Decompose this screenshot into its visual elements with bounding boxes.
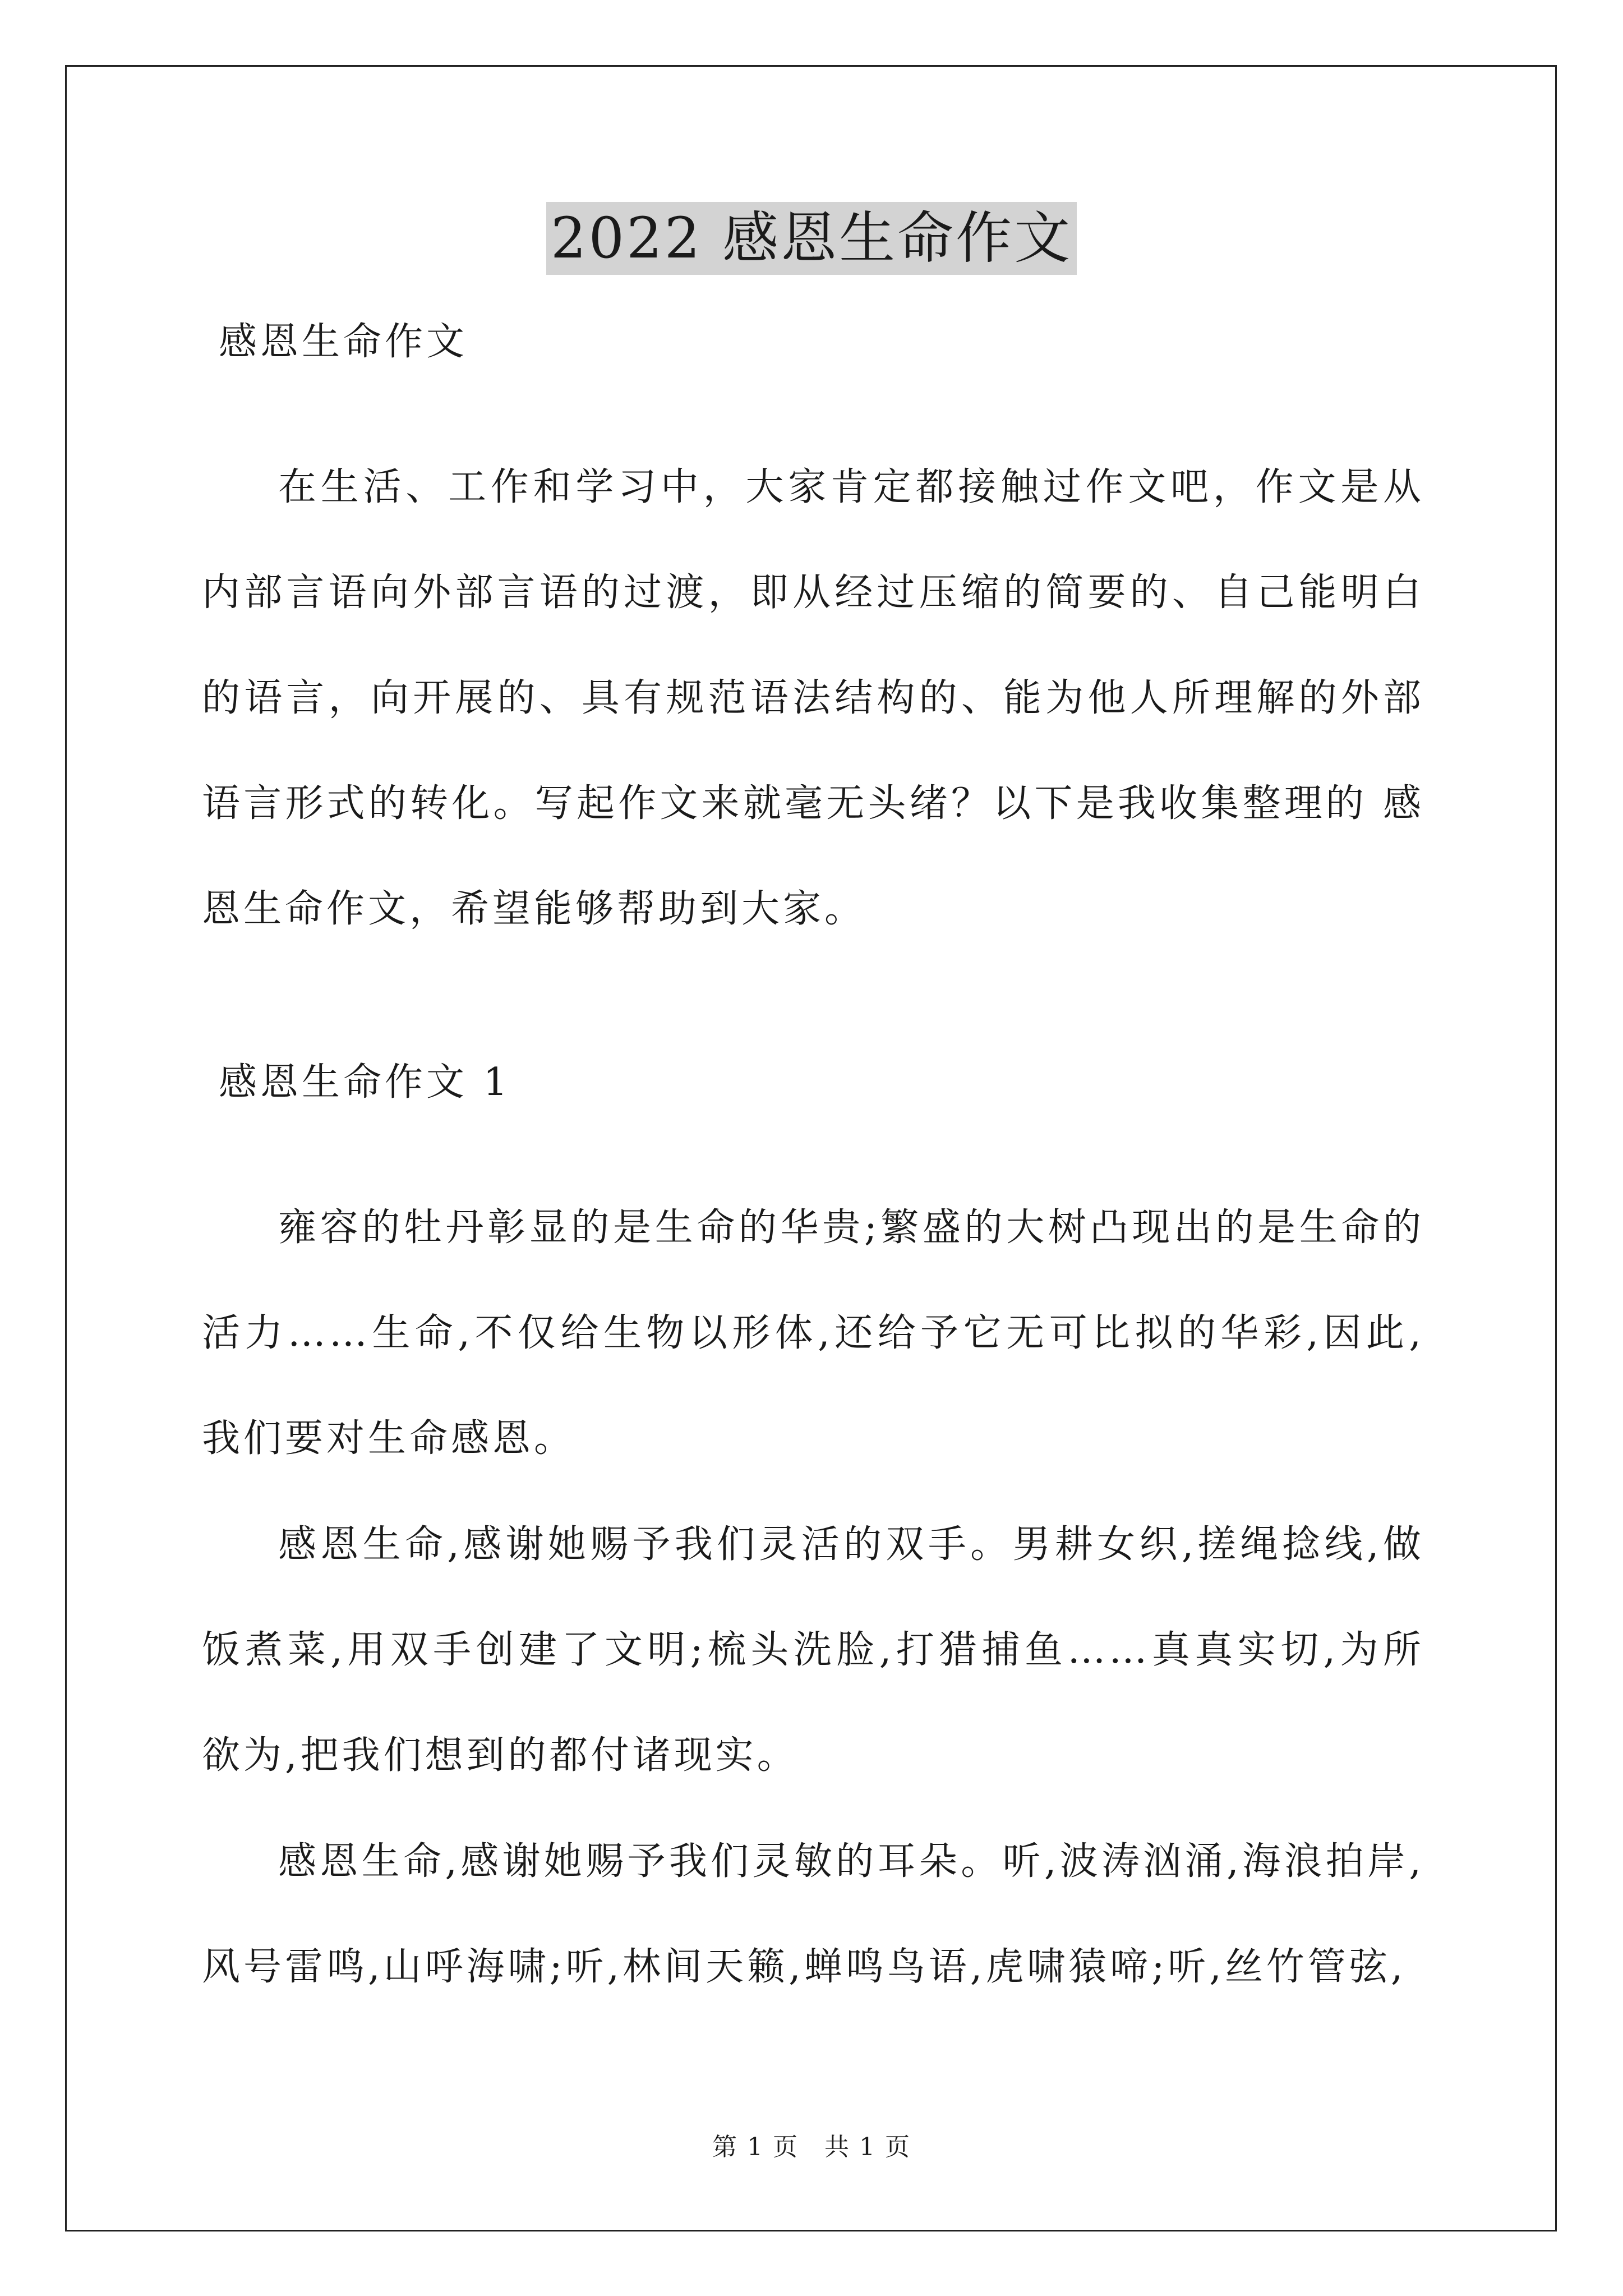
title-container xyxy=(0,202,1623,275)
intro-paragraph: 在生活、工作和学习中，大家肯定都接触过作文吧，作文是从内部言语向外部言语的过渡，即从经过压缩的简要的、自己能明白的语言，向开展的、具有规范语法结构的、能为他人所理解的外部语言形式的转化。写起作文来就毫无头绪？以下是我收集整理的 感恩生命作文，希望能够帮助到大家。 xyxy=(202,465,1424,931)
body-paragraph-1: 雍容的牡丹彰显的是生命的华贵;繁盛的大树凸现出的是生命的活力……生命,不仅给生物以形体,还给予它无可比拟的华彩,因此,我们要对生命感恩。 xyxy=(202,1205,1424,1461)
body-paragraph-2: 感恩生命,感谢她赐予我们灵活的双手。男耕女织,搓绳捻线,做饭煮菜,用双手创建了文明;梳头洗脸,打猎捕鱼……真真实切,为所欲为,把我们想到的都付诸现实。 xyxy=(202,1522,1424,1778)
subheading-essay-1: 感恩生命作文 1 xyxy=(219,1060,511,1105)
page-footer: 第 1 页 共 1 页 xyxy=(712,2133,911,2161)
document-title: 2022 感恩生命作文 xyxy=(546,202,1077,275)
body-paragraph-3: 感恩生命,感谢她赐予我们灵敏的耳朵。听,波涛汹涌,海浪拍岸,风号雷鸣,山呼海啸;听,林间天籁,蝉鸣鸟语,虎啸猿啼;听,丝竹管弦, xyxy=(202,1839,1424,1989)
subheading-essay: 感恩生命作文 xyxy=(219,320,468,364)
